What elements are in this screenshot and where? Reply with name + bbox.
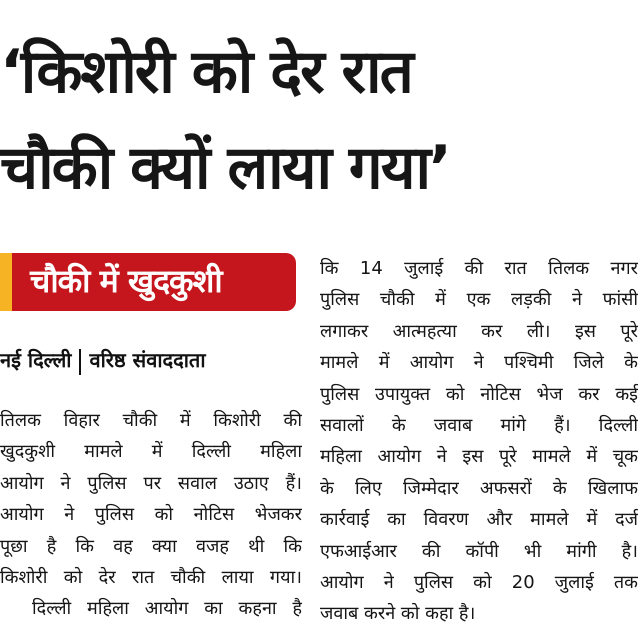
section-kicker	[0, 253, 296, 311]
article-line: लगाकर आत्महत्या कर ली। इस पूरे	[320, 320, 638, 342]
article-line: कि 14 जुलाई की रात तिलक नगर	[320, 258, 638, 279]
article-line: एफआईआर की कॉपी भी मांगी है।	[320, 540, 638, 562]
article-line: पुलिस उपायुक्त को नोटिस भेज कर कई	[320, 383, 638, 405]
article-line: महिला आयोग ने इस पूरे मामले में चूक	[320, 446, 638, 468]
byline-separator	[79, 349, 81, 375]
article-line: आयोग ने पुलिस को 20 जुलाई तक	[320, 572, 638, 594]
article-line: दिल्ली महिला आयोग का कहना है	[32, 598, 302, 620]
kicker-accent-bar	[0, 253, 12, 311]
article-line: मामले में आयोग ने पश्चिमी जिले के	[320, 352, 638, 374]
article-line: जवाब करने को कहा है।	[320, 603, 476, 625]
article-line: पुलिस चौकी में एक लड़की ने फांसी	[320, 289, 638, 311]
byline	[0, 343, 300, 377]
article-line: आयोग ने पुलिस पर सवाल उठाए हैं।	[0, 472, 302, 494]
article-line: सवालों के जवाब मांगे हैं। दिल्ली	[320, 415, 638, 437]
article-line: पूछा है कि वह क्या वजह थी कि	[0, 535, 302, 557]
article-column-right	[320, 253, 638, 630]
byline-reporter: वरिष्ठ संवाददाता	[89, 348, 206, 372]
article-line: के लिए जिम्मेदार अफसरों के खिलाफ	[320, 477, 638, 499]
article-line: खुदकुशी मामले में दिल्ली महिला	[0, 441, 302, 463]
byline-place: नई दिल्ली	[0, 348, 72, 372]
kicker-label: चौकी में खुदकुशी	[30, 262, 222, 300]
headline	[0, 24, 642, 216]
headline-line-1: ‘किशोरी को देर रात	[0, 37, 412, 107]
article-line: आयोग ने पुलिस को नोटिस भेजकर	[0, 504, 302, 526]
article-line: कार्रवाई का विवरण और मामले में दर्ज	[320, 509, 638, 531]
article-line: किशोरी को देर रात चौकी लाया गया।	[0, 567, 302, 589]
headline-line-2: चौकी क्यों लाया गया’	[0, 133, 450, 203]
article-line: तिलक विहार चौकी में किशोरी की	[0, 410, 302, 431]
article-column-left	[0, 405, 302, 625]
